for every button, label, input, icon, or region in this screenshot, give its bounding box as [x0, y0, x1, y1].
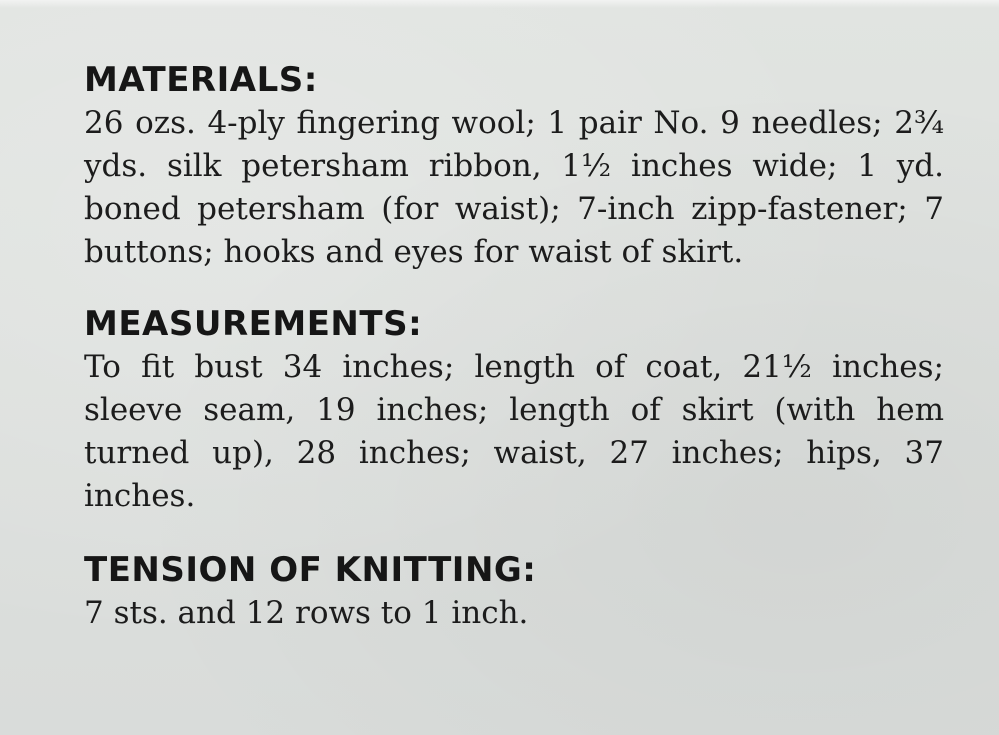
- materials-heading: MATERIALS:: [84, 60, 318, 100]
- materials-text: 26 ozs. 4-ply fingering wool; 1 pair No. 9 needles; 2¾ yds. silk petersham ribbon, 1½ inches wide; 1 yd. boned petersham (for waist); 7-inch zipp-fastener; 7 buttons; hooks and eyes for waist of skirt.: [84, 105, 944, 270]
- tension-section: [84, 548, 944, 635]
- measurements-section: [84, 302, 944, 518]
- tension-text: 7 sts. and 12 rows to 1 inch.: [84, 595, 529, 631]
- measurements-text: To fit bust 34 inches; length of coat, 21½ inches; sleeve seam, 19 inches; length of skirt (with hem turned up), 28 inches; waist, 27 inches; hips, 37 inches.: [84, 349, 944, 514]
- pattern-details: [84, 58, 944, 635]
- measurements-heading: MEASUREMENTS:: [84, 304, 423, 344]
- tension-heading: TENSION OF KNITTING:: [84, 550, 537, 590]
- page-top-edge: [0, 0, 999, 8]
- materials-section: [84, 58, 944, 274]
